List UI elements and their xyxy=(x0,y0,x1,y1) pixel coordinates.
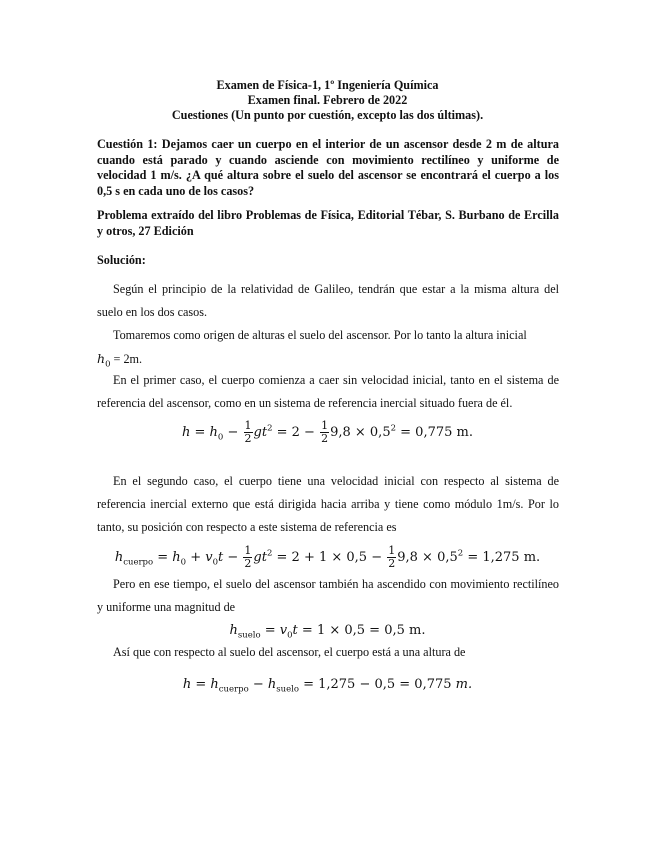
exam-instructions: Cuestiones (Un punto por cuestión, excepto las dos últimas). xyxy=(171,108,484,122)
paragraph-second-case: En el segundo caso, el cuerpo tiene una velocidad inicial con respecto al sistema de referencia inercial externo que está dirigida hacia arriba y tiene como módulo 1m/s. Por lo tanto, su posición con respecto a este sistema de referencia es xyxy=(97,474,559,534)
equation-final: $h = h_{cuerpo} - h_{suelo} = 1,275 - 0,5 = 0,775$ m. xyxy=(182,677,473,695)
paragraph-origin-text: Tomaremos como origen de alturas el suelo del ascensor. Por lo tanto la altura inicial xyxy=(113,328,527,342)
h0-value: = 2m. xyxy=(110,352,143,366)
eq2-result: = 1,275 m. xyxy=(463,550,541,565)
paragraph-floor-movement: Pero en ese tiempo, el suelo del ascensor también ha ascendido con movimiento rectilíneo y uniforme una magnitud de xyxy=(97,577,559,614)
solution-label: Solución: xyxy=(97,253,146,267)
exam-subtitle: Examen final. Febrero de 2022 xyxy=(247,93,408,107)
eq1-values: 9,8 × 0,5 xyxy=(330,425,391,440)
exam-title: Examen de Física-1, 1º Ingeniería Química xyxy=(216,78,439,92)
h0-symbol: $h_0$ xyxy=(97,351,111,370)
source-note: Problema extraído del libro Problemas de Física, Editorial Tébar, S. Burbano de Ercilla y otros, 27 Edición xyxy=(97,208,559,238)
eq3-values: = 1 × 0,5 = 0,5 m. xyxy=(297,623,426,638)
paragraph-first-case: En el primer caso, el cuerpo comienza a caer sin velocidad inicial, tanto en el sistema de referencia del ascensor, como en un sistema de referencia inercial situado fuera de él. xyxy=(97,373,559,410)
eq2-values: 9,8 × 0,5 xyxy=(397,550,458,565)
paragraph-galileo: Según el principio de la relatividad de Galileo, tendrán que estar a la misma altura del suelo en los dos casos. xyxy=(97,282,559,319)
equation-first-case: $h = h_0$ − $\frac{1}{2}$ $gt^2 = 2$ − $\frac{1}{2}$ $9,8 \times 0,5^2 = 0,775$ m. xyxy=(182,419,473,445)
equation-second-case: $h_{cuerpo} = h_0 + v_0t$ − $\frac{1}{2}$ $gt^2 = 2 + 1 \times 0,5$ − $\frac{1}{2}$ $9,8 \times 0,5^2 = 1,275$ m. xyxy=(114,544,541,570)
equation-floor: $h_{suelo} = v_0t = 1 \times 0,5 = 0,5$ m. xyxy=(229,623,426,641)
eq4-values: = 1,275 − 0,5 = 0,775 xyxy=(298,677,456,692)
eq1-result: = 0,775 m. xyxy=(396,425,473,440)
paragraph-conclusion: Así que con respecto al suelo del ascensor, el cuerpo está a una altura de xyxy=(113,645,466,659)
question-1: Cuestión 1: Dejamos caer un cuerpo en el interior de un ascensor desde 2 m de altura cuando está parado y cuando asciende con movimiento rectilíneo y uniforme de velocidad 1 m/s. ¿A qué altura sobre el suelo del ascensor se encontrará el cuerpo a los 0,5 s en cada uno de los casos? xyxy=(97,137,559,198)
